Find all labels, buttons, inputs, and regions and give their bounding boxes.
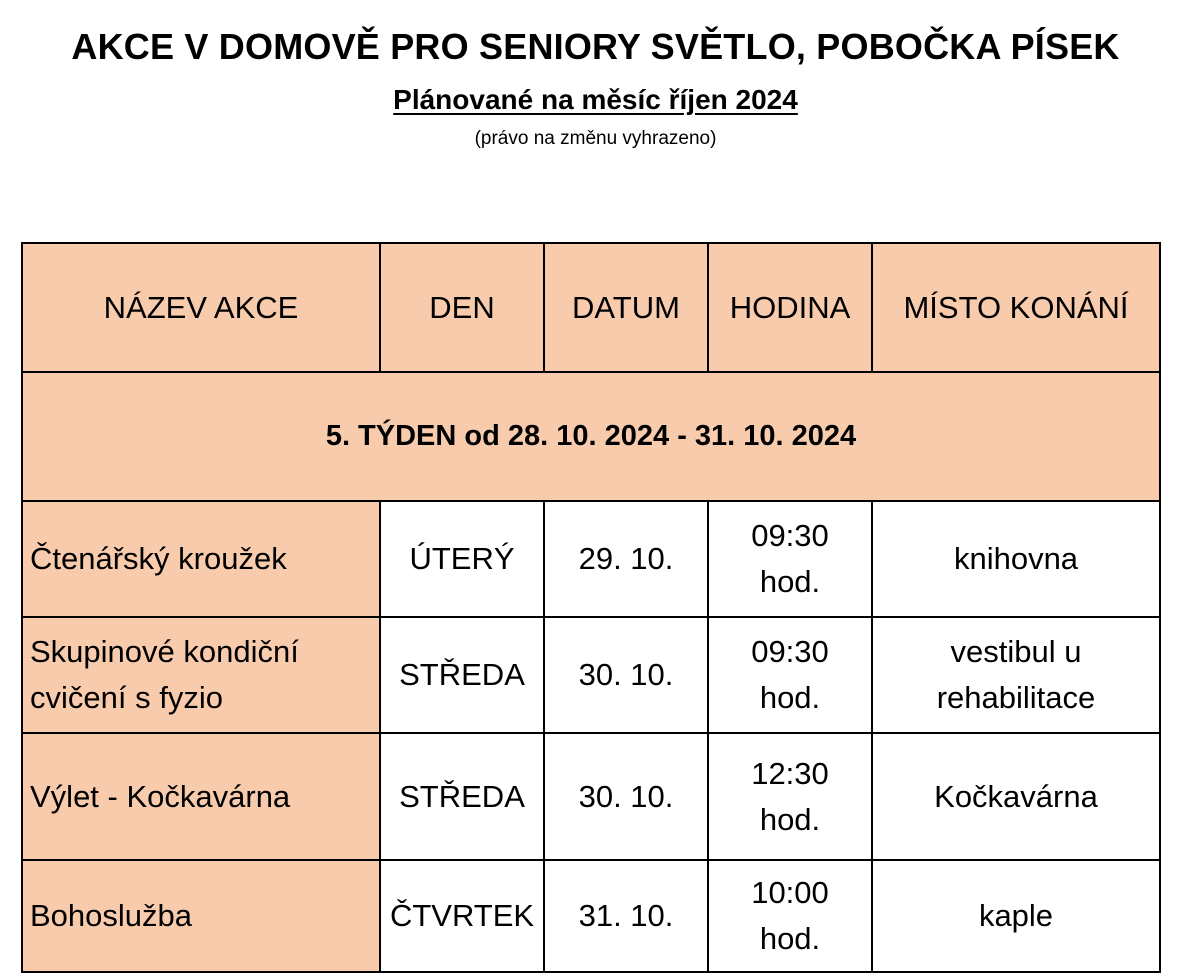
event-day: STŘEDA: [380, 617, 544, 733]
event-time: [708, 733, 872, 860]
event-name-line1: Bohoslužba: [30, 898, 193, 933]
event-time-unit: hod.: [759, 801, 821, 837]
event-place-line1: vestibul u: [950, 634, 1082, 669]
table-row: [22, 860, 1160, 972]
event-time: [708, 617, 872, 733]
schedule-table: [21, 242, 1161, 973]
table-row: [22, 733, 1160, 860]
event-time-value: 12:30: [751, 755, 829, 791]
event-name-line1: Skupinové kondiční: [30, 634, 299, 669]
event-place: [872, 733, 1160, 860]
column-header-date: DATUM: [544, 243, 708, 372]
column-header-time: HODINA: [708, 243, 872, 372]
event-name: [22, 733, 380, 860]
event-name-line1: Výlet - Kočkavárna: [30, 778, 291, 814]
event-name-line2: cvičení s fyzio: [30, 680, 223, 715]
column-header-day: DEN: [380, 243, 544, 372]
event-time: [708, 501, 872, 617]
event-time-value: 09:30: [751, 634, 829, 669]
event-time-unit: hod.: [759, 680, 821, 715]
event-place: [872, 501, 1160, 617]
event-name-line1: Čtenářský kroužek: [30, 541, 287, 576]
event-place-line1: Kočkavárna: [934, 778, 1098, 814]
event-place: [872, 860, 1160, 972]
event-date: 30. 10.: [544, 617, 708, 733]
subtitle-text: Plánované na měsíc říjen 2024: [393, 84, 798, 115]
table-header-row: [22, 243, 1160, 372]
table-row: [22, 501, 1160, 617]
event-place-line1: kaple: [978, 898, 1054, 933]
event-day: STŘEDA: [380, 733, 544, 860]
event-name: [22, 860, 380, 972]
event-time-unit: hod.: [759, 921, 821, 956]
week-row: [22, 372, 1160, 501]
event-name: [22, 501, 380, 617]
event-day: ČTVRTEK: [380, 860, 544, 972]
event-time-value: 09:30: [751, 518, 829, 553]
event-date: 31. 10.: [544, 860, 708, 972]
event-name: [22, 617, 380, 733]
column-header-place: MÍSTO KONÁNÍ: [872, 243, 1160, 372]
event-time-unit: hod.: [759, 564, 821, 599]
event-date: 29. 10.: [544, 501, 708, 617]
event-place: [872, 617, 1160, 733]
page-title: AKCE V DOMOVĚ PRO SENIORY SVĚTLO, POBOČKA PÍSEK: [71, 26, 1120, 67]
week-label: 5. TÝDEN od 28. 10. 2024 - 31. 10. 2024: [22, 372, 1160, 501]
event-time: [708, 860, 872, 972]
event-time-value: 10:00: [751, 875, 829, 910]
event-date: 30. 10.: [544, 733, 708, 860]
column-header-name: NÁZEV AKCE: [22, 243, 380, 372]
table-row: [22, 617, 1160, 733]
event-day: ÚTERÝ: [380, 501, 544, 617]
event-place-line1: knihovna: [953, 541, 1079, 576]
page-subtitle: [0, 84, 1191, 116]
event-place-line2: rehabilitace: [936, 680, 1096, 715]
change-note: (právo na změnu vyhrazeno): [474, 128, 717, 149]
